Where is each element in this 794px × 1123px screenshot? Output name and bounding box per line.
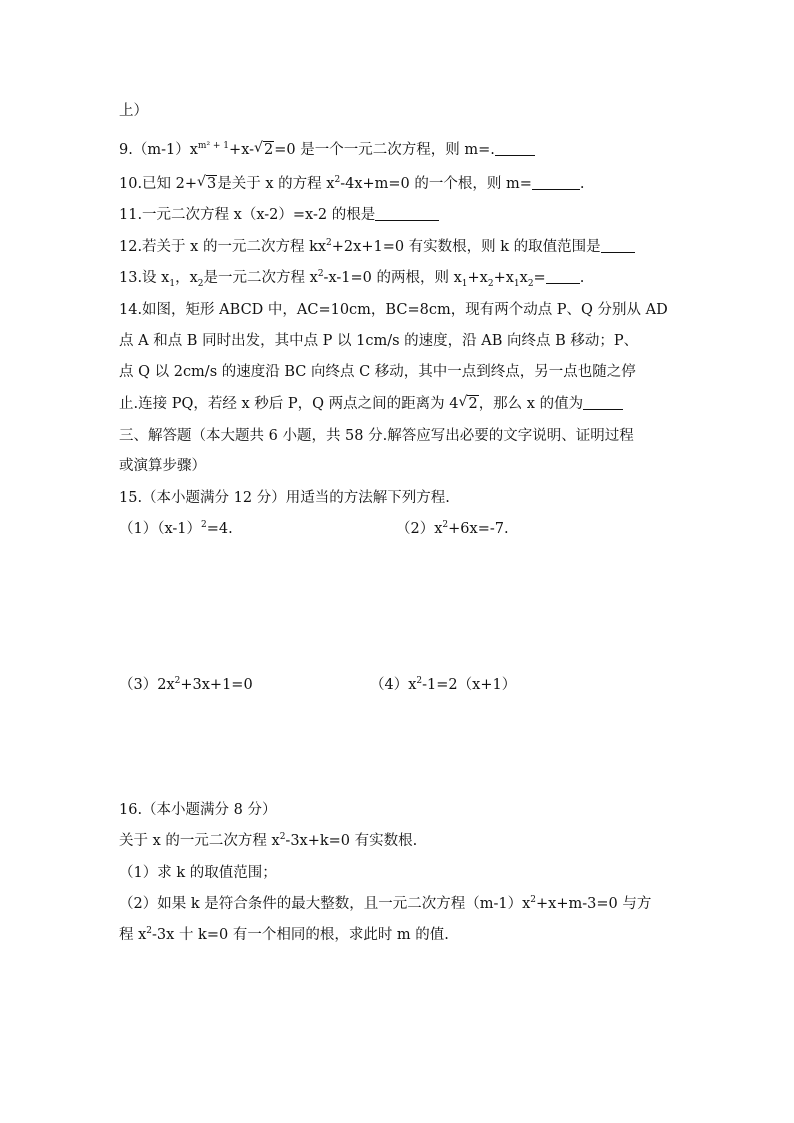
question-16: 16.（本小题满分 8 分） (119, 802, 277, 818)
answer-blank (495, 141, 535, 156)
answer-blank (583, 395, 623, 410)
sqrt-symbol: √ 2 (458, 394, 478, 414)
question-11: 11.一元二次方程 x（x-2）=x-2 的根是 (119, 205, 439, 225)
question-15-part-3: $(3)2x^2+3x+1=0$ (119, 676, 253, 693)
answer-blank (375, 206, 439, 221)
question-14-line-2: 点 A 和点 B 同时出发，其中点 P 以 1cm/s 的速度，沿 AB 向终点 B 移动；P、 (119, 333, 639, 349)
question-15: 15.（本小题满分 12 分）用适当的方法解下列方程. (119, 490, 450, 506)
section-3-heading-line-2: 或演算步骤） (119, 458, 206, 474)
sqrt-symbol: √ 2 (254, 140, 274, 160)
question-16-stem: 关于 x 的一元二次方程 $x^2-3x+k=0$ 有实数根. (119, 832, 418, 849)
question-16-part-2-line-2: 程 $x^2-3x$ 十 k=0 有一个相同的根，求此时 m 的值. (119, 926, 449, 943)
sqrt-symbol: √ 3 (197, 174, 217, 194)
question-13: 13.设 $x_1$，$x_2$是一元二次方程 $x^2-x-1=0$ 的两根，则 $x_1+x_2+x_1x_2=$ . (119, 269, 585, 289)
question-14-line-3: 点 Q 以 2cm/s 的速度沿 BC 向终点 C 移动，其中一点到终点，另一点也随之停 (119, 364, 636, 380)
question-15-part-2: $(2)x^2+6x=-7$. (396, 520, 509, 537)
question-15-part-1: $(1)(x-1)^2=4$. (119, 520, 233, 537)
question-16-part-2-line-1: （2）如果 k 是符合条件的最大整数，且一元二次方程$(m-1)x^2+x+m-3=0$ 与方 (119, 895, 652, 912)
question-9: $9.(m-1)x^{m^2 + 1}+x-√$ 2=0 是一个一元二次方程，则 m=. (119, 140, 535, 160)
question-12: 12.若关于 x 的一元二次方程 $kx^2+2x+1=0$ 有实数根，则 k 的取值范围是 (119, 237, 635, 257)
section-3-heading-line-1: 三、解答题（本大题共 6 小题，共 58 分.解答应写出必要的文字说明、证明过程 (119, 428, 634, 444)
question-14-line-1: 14.如图，矩形 ABCD 中，AC=10cm，BC=8cm，现有两个动点 P、Q 分别从 AD (119, 302, 668, 318)
answer-blank (532, 175, 580, 190)
question-16-part-1: （1）求 k 的取值范围； (119, 865, 277, 881)
line-continuation: 上） (119, 103, 148, 119)
question-15-part-4: $(4)x^2-1=2(x+1)$ (370, 676, 517, 693)
question-14-line-4: 止.连接 PQ，若经 x 秒后 P，Q 两点之间的距离为 4√ 2，那么 x 的值为 (119, 394, 623, 414)
answer-blank (601, 238, 635, 253)
question-10: 10.已知 2+√ 3是关于 x 的方程 $x^2-4x+m=0$ 的一个根，则 m= . (119, 174, 585, 194)
answer-blank (546, 269, 580, 284)
